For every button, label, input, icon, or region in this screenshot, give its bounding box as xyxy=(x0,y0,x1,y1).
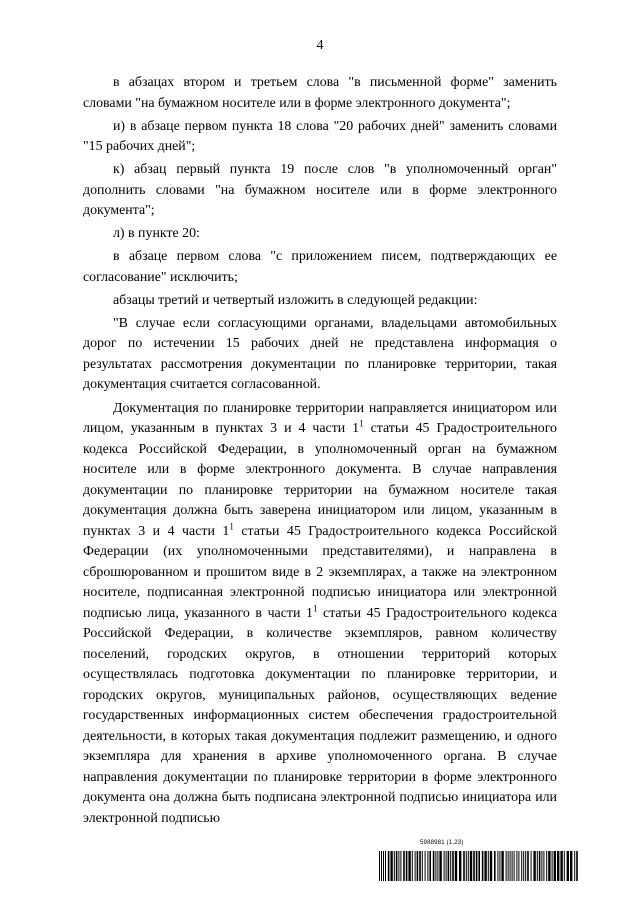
page-number: 4 xyxy=(316,38,324,53)
document-code: 5988981 (1.23) xyxy=(420,840,464,846)
paragraph-3: к) абзац первый пункта 19 после слов "в уполномоченный орган" дополнить словами "на бумажном носителе или в форме электронного документа"; xyxy=(83,162,557,218)
barcode-icon xyxy=(379,851,579,881)
main-text-4: статьи 45 Градостроительного кодекса Российской Федерации, в количестве экземпляров, равном количеству поселений, городских округов, в отношении территорий которых осуществлялась подготовка документации по планировке территории, и городских округов, муниципальных районов, осуществляющих ведение государственных информационных систем обеспечения градостроительной деятельности, в которых такая документация подлежит размещению, и одного экземпляра для хранения в архиве уполномоченного органа. В случае направления документации по планировке территории в форме электронного документа она должна быть подписана электронной подписью инициатора или электронной подписью xyxy=(83,605,558,826)
paragraph-main xyxy=(83,399,557,830)
superscript-2: 1 xyxy=(229,520,234,531)
paragraph-2: и) в абзаце первом пункта 18 слова "20 рабочих дней" заменить словами "15 рабочих дней"; xyxy=(83,118,557,154)
paragraph-7: "В случае если согласующими органами, владельцами автомобильных дорог по истечении 15 рабочих дней не представлена информация о результатах рассмотрения документации по планировке территории, такая документация считается согласованной. xyxy=(83,315,557,392)
document-body xyxy=(83,73,557,832)
superscript-3: 1 xyxy=(312,602,318,613)
paragraph-6: абзацы третий и четвертый изложить в следующей редакции: xyxy=(113,292,478,308)
main-text-3: статьи 45 Градостроительного кодекса Российской Федерации (их уполномоченными представителями), и направлена в сброшюрованном и прошитом виде в 2 экземплярах, а также на электронном носителе, подписанная электронной подписью инициатора или электронной подписью лица, указанного в части 1 xyxy=(83,523,558,621)
main-text-1: Документация по планировке территории направляется инициатором или лицом, указанным в пунктах 3 и 4 части 1 xyxy=(83,400,557,436)
paragraph-1: в абзацах втором и третьем слова "в письменной форме" заменить словами "на бумажном носителе или в форме электронного документа"; xyxy=(83,75,557,111)
paragraph-4: л) в пункте 20: xyxy=(113,226,200,241)
superscript-1: 1 xyxy=(359,418,364,429)
main-text-2: статьи 45 Градостроительного кодекса Российской Федерации, в уполномоченный орган на бумажном носителе или в форме электронного документа. В случае направления документации по планировке территории на бумажном носителе такая документация должна быть заверена инициатором или лицом, указанным в пунктах 3 и 4 части 1 xyxy=(83,421,557,539)
paragraph-5: в абзаце первом слова "с приложением писем, подтверждающих ее согласование" исключить; xyxy=(83,249,557,285)
